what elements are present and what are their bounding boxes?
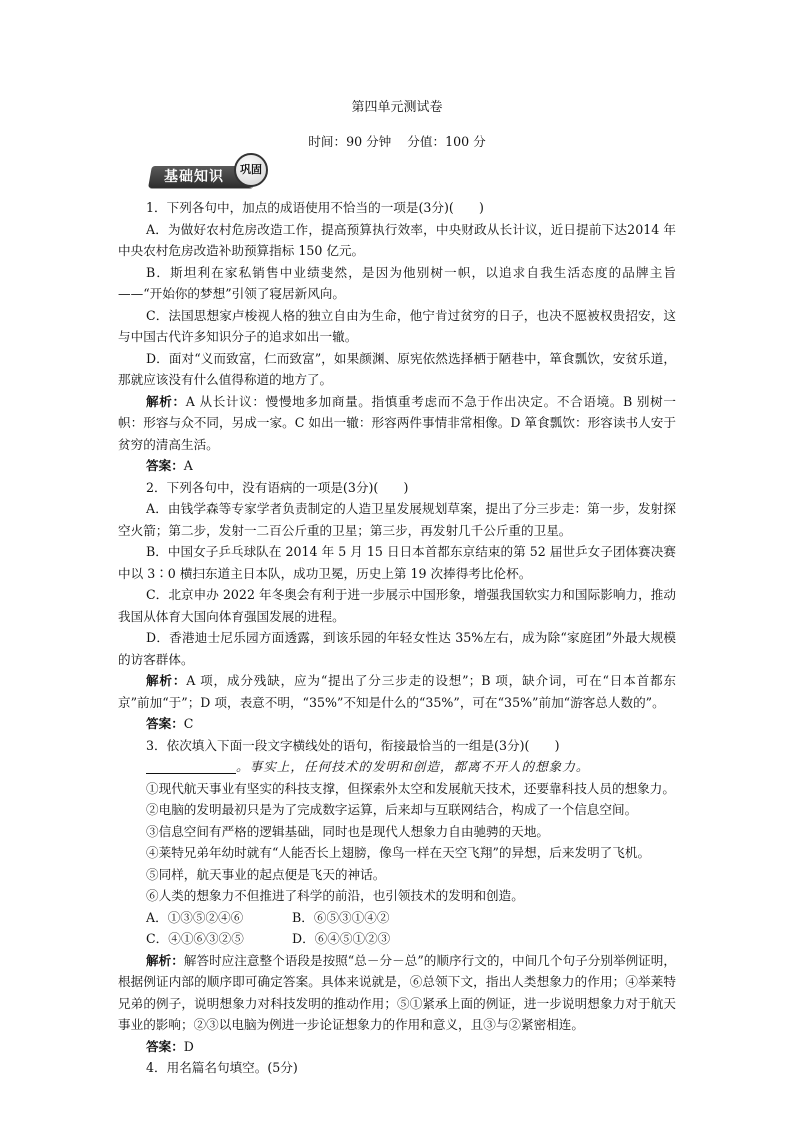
q1-analysis xyxy=(118,391,676,456)
q2-analysis-text: A 项，成分残缺，应为“提出了分三步走的设想”；B 项，缺介词，可在“日本首都东京”前加“于”；D 项，表意不明，“35%”不知是什么的“35%”，可在“35%”前加“游客总人数的”。 xyxy=(118,673,677,710)
q3-option-b: B．⑥⑤③①④② xyxy=(292,909,390,925)
q3-sentence-6: ⑥人类的想象力不但推进了科学的前沿，也引领技术的发明和创造。 xyxy=(146,888,524,903)
q3-sentence-3: ③信息空间有严格的逻辑基础，同时也是现代人想象力自由驰骋的天地。 xyxy=(146,823,549,839)
q1-option-a: A．为做好农村危房改造工作，提高预算执行效率，中央财政从长计议，近日提前下达2014 年中央农村危房改造补助预算指标 150 亿元。 xyxy=(118,221,676,258)
exam-score: 分值：100 分 xyxy=(407,134,486,149)
q1-answer-value: A xyxy=(183,458,193,473)
q3-sentence-5: ⑤同样，航天事业的起点便是飞天的神话。 xyxy=(146,866,386,882)
q3-answer-label: 答案： xyxy=(146,1038,184,1054)
q3-sentence-1: ①现代航天事业有坚实的科技支撑，但探索外太空和发展航天技术，还要靠科技人员的想象力。 xyxy=(146,780,675,796)
badge-circle: 巩固 xyxy=(234,153,268,187)
content xyxy=(118,197,676,1079)
q1-answer-label: 答案： xyxy=(146,458,184,473)
q1-analysis-text: A 从长计议：慢慢地多加商量。指慎重考虑而不急于作出决定。不合语境。B 别树一帜：形容与众不同，另成一家。C 如出一辙：形容两件事情非常相像。D 箪食瓢饮：形容读书人安于贫穷的清高生活。 xyxy=(118,393,677,452)
q2-option-a: A．由钱学森等专家学者负责制定的人造卫星发展规划草案，提出了分三步走：第一步，发射探空火箭；第二步，发射一二百公斤重的卫星；第三步，再发射几千公斤重的卫星。 xyxy=(118,501,676,538)
section-badge xyxy=(146,152,272,194)
q3-blank-line xyxy=(118,756,676,778)
q3-option-a: A．①③⑤②④⑥ xyxy=(146,909,244,925)
q1-stem: 1．下列各句中，加点的成语使用不恰当的一项是(3分)( ) xyxy=(146,200,484,215)
badge-label: 基础知识 xyxy=(164,169,224,185)
q1-analysis-label: 解析： xyxy=(146,393,186,409)
q3-options-row-1 xyxy=(118,907,676,929)
page-title: 第四单元测试卷 xyxy=(351,100,443,115)
q3-sentence-2: ②电脑的发明最初只是为了完成数字运算，后来却与互联网结合，构成了一个信息空间。 xyxy=(146,802,638,817)
q3-analysis-text: 解答时应注意整个语段是按照“总－分－总”的顺序行文的，中间几个句子分别举例证明，根据例证内部的顺序即可确定答案。具体来说就是，⑥总领下文，指出人类想象力的作用；④举莱特兄弟的例子，说明想象力对科技发明的推动作用；⑤①紧承上面的例证，进一步说明想象力对于航天事业的影响；②③以电脑为例进一步论证想象力的作用和意义，且③与②紧密相连。 xyxy=(118,952,676,1032)
q2-answer-label: 答案： xyxy=(146,716,184,731)
q3-options-row-2 xyxy=(118,928,676,950)
q2-option-b: B．中国女子乒乓球队在 2014 年 5 月 15 日日本首都东京结束的第 52 届世乒女子团体赛决赛中以 3∶0 横扫东道主日本队，成功卫冕，历史上第 19 次捧得考比伦杯。 xyxy=(118,544,676,581)
q1-option-b: B．斯坦利在家私销售中业绩斐然，是因为他别树一帜，以追求自我生活态度的品牌主旨——“开始你的梦想”引领了寝居新风向。 xyxy=(118,264,676,301)
q3-analysis xyxy=(118,950,676,1036)
q3-stem: 3．依次填入下面一段文字横线处的语句，衔接最恰当的一组是(3分)( ) xyxy=(146,737,560,753)
exam-meta xyxy=(0,131,794,153)
q2-analysis xyxy=(118,670,676,713)
exam-time: 时间：90 分钟 xyxy=(308,134,392,149)
q3-analysis-label: 解析： xyxy=(146,952,184,968)
q3-option-d: D．⑥④⑤①②③ xyxy=(292,931,391,946)
q3-answer xyxy=(118,1036,676,1058)
q1-answer xyxy=(118,455,676,477)
q2-analysis-label: 解析： xyxy=(146,673,187,688)
q2-stem: 2．下列各句中，没有语病的一项是(3分)( ) xyxy=(146,479,409,495)
q2-option-c: C．北京申办 2022 年冬奥会有利于进一步展示中国形象，增强我国软实力和国际影响力，推动我国从体育大国向体育强国发展的进程。 xyxy=(118,587,676,624)
fill-blank xyxy=(146,759,236,774)
q2-answer xyxy=(118,713,676,735)
q3-sentence-4: ④莱特兄弟年幼时就有“人能否长上翅膀，像鸟一样在天空飞翔”的异想，后来发明了飞机。 xyxy=(146,845,651,860)
q1-option-c: C．法国思想家卢梭视人格的独立自由为生命，他宁肯过贫穷的日子，也决不愿被权贵招安，这与中国古代许多知识分子的追求如出一辙。 xyxy=(118,307,676,344)
q3-answer-value: D xyxy=(183,1038,194,1054)
q2-answer-value: C xyxy=(183,716,194,731)
q3-blank-tail: 。事实上，任何技术的发明和创造，都离不开人的想象力。 xyxy=(236,759,590,774)
q3-option-c: C．④①⑥③②⑤ xyxy=(146,931,244,946)
q1-option-d: D．面对“义而致富，仁而致富”，如果颜渊、原宪依然选择栖于陋巷中，箪食瓢饮，安贫乐道，那就应该没有什么值得称道的地方了。 xyxy=(118,350,676,387)
q2-option-d: D．香港迪士尼乐园方面透露，到该乐园的年轻女性达 35%左右，成为除“家庭团”外最大规模的访客群体。 xyxy=(118,630,676,667)
q4-stem: 4．用名篇名句填空。(5分) xyxy=(146,1060,298,1075)
